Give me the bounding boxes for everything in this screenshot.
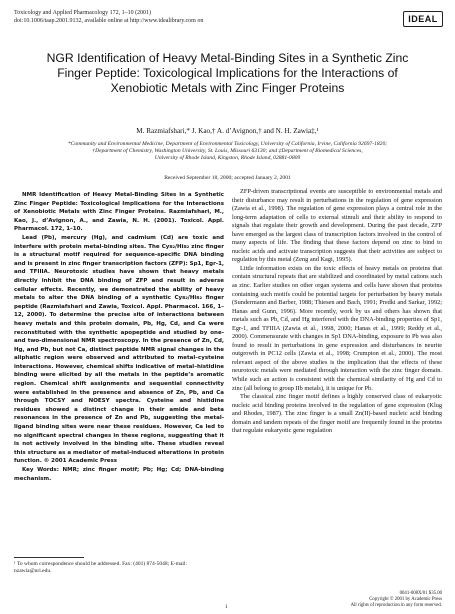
journal-line: Toxicology and Applied Pharmacology 172, 1–10 (2001): [14, 10, 152, 16]
abstract-body-text: Lead (Pb), mercury (Hg), and cadmium (Cd) are toxic and interfere with protein metal-binding sites. The Cys₂/His₂ zinc finger is a structural motif required for sequence-specific DNA binding and is present in zinc finger transcription factors (ZFP): Sp1, Egr-1, and TFIIIA. Neurotoxic studies have shown that heavy metals directly inhibit the DNA binding of ZFP and result in adverse cellular effects. Recently, we demonstrated the ability of heavy metals to alter the DNA binding of a synthetic Cys₂/His₂ finger peptide (Razmiafshari and Zawia, Toxicol. Appl. Pharmacol. 166, 1–12, 2000). To determine the precise site of interactions between heavy metals and this protein domain, Pb, Hg, Cd, and Ca were reconstituted with the synthetic apopeptide and studied by one- and two-dimensional NMR spectroscopy. In the presence of Zn, Cd, Hg, and Pb, but not Ca, distinct peptide NMR signal changes in the aliphatic region were observed and attributed to metal–cysteine interactions. However, chemical shifts indicative of metal–histidine binding were elicited by all the metals in the peptide’s aromatic region. Chemical shift assignments and sequential connectivity were established in the presence and absence of Zn, Pb, and Ca through TOCSY and NOESY spectra. Cysteine and histidine residues showed a distinct change in their amide and beta resonances in the presence of Zn and Pb, suggesting the metal-ligand binding sites were near these residues. However, Ca led to no significant spectral changes in these regions, suggesting that it is not actively involved in the binding site. These studies reveal this structure as a mediator of metal-induced alterations in protein function.: [14, 234, 224, 465]
page-number: 1: [225, 604, 228, 610]
body-right-column: [232, 188, 442, 593]
body-paragraph: Little information exists on the toxic effects of heavy metals on proteins that contain structural repeats that are stabilized and coordinated by metal cations such as zinc. Earlier studies on other organ systems and cells have shown that proteins containing such motifs could be potential targets for perturbation by heavy metals (Sundermann and Barber, 1988; Thiesen and Bach, 1991; Predki and Sarkar, 1992; Hanas and Gunn, 1996). More recently, work by us and others has shown that metals such as Pb, Cd, and Hg interfered with the DNA-binding properties of Sp1, Egr-1, and TFIIIA (Zawia et al., 1998, 2000; Hanas et al., 1999; Reddy et al., 2000). Commensurate with changes in Sp1 DNA-binding, exposure to Pb was also found to result in perturbations in gene expression and disturbances in neurite outgrowth in PC12 cells (Zawia et al., 1998; Crumpton et al., 2000). The most relevant aspect of the above studies is the implication that the effects of these neurotoxic metals were mediated through interaction with the zinc finger domain. While such an action is consistent with the chemical similarity of Hg and Cd to zinc (all belong to group IIb metals), it is unique for Pb.: [232, 264, 442, 392]
affiliation-line: †Department of Chemistry, Washington University, St. Louis, Missouri 63130; and ‡Department of Biomedical Sciences,: [92, 148, 363, 155]
affiliation-line: *Community and Environmental Medicine, Department of Environmental Toxicology, University of California, Irvine, California 92697-1820;: [67, 141, 388, 147]
ideal-logo[interactable]: [403, 11, 443, 27]
author-list: M. Razmiafshari,* J. Kao,† A. d’Avignon,† and N. H. Zawia‡,¹: [136, 127, 319, 135]
abstract: [14, 191, 224, 541]
publisher-footer: [300, 591, 442, 609]
doi-line: doi:10.1006/taap.2001.9132, available online at http://www.idealibrary.com on: [14, 18, 204, 24]
affiliations: [20, 141, 435, 163]
body-paragraph: ZFP-driven transcriptional events are susceptible to environmental metals and their disturbance may result in perturbations in the regulation of gene expression (Zawia et al., 1998). The regulation of gene expression plays a central role in the long-term adaptation of cells to external stimuli and their ability to respond to signals that regulate their growth and development. During the past decade, ZFP have emerged as the largest class of transcription factors involved in the control of many aspects of life. The finding that these factors depend on zinc to bind to nucleic acids and activate transcription suggests that their activities are subject to regulation by this metal (Zeng and Kagi, 1995).: [232, 188, 442, 264]
body-paragraph: The classical zinc finger motif defines a highly conserved class of eukaryotic nucleic acid binding proteins involved in the regulation of gene expression (Klug and Rhodes, 1987). The zinc finger is a small Zn(II)-based nucleic acid binding domain and tandem repeats of the finger motif are frequently found in the proteins that regulate eukaryotic gene regulation: [232, 393, 442, 435]
issn-price: 0041-008X/01 $35.00: [399, 591, 442, 596]
received-date: Received September 18, 2000; accepted January 2, 2001: [164, 175, 291, 181]
footnote-rule: [14, 557, 84, 558]
paper-title: NGR Identification of Heavy Metal-Binding Sites in a Synthetic Zinc Finger Peptide: Toxicological Implications for the Interactions of Xenobiotic Metals with Zinc Finger Proteins: [46, 51, 409, 95]
keywords: Key Words: NMR; zinc finger motif; Pb; Hg; Cd; DNA-binding mechanism.: [14, 467, 224, 482]
affiliation-line: University of Rhode Island, Kingston, Rhode Island, 02881-0809: [154, 155, 301, 162]
footnote: ¹ To whom correspondence should be addressed. Fax: (401) 874-5048; E-mail: nzawia@uri.edu.: [14, 561, 188, 574]
rights-line: All rights of reproduction in any form reserved.: [350, 603, 442, 608]
abstract-body: [14, 234, 224, 466]
abstract-citation: NMR Identification of Heavy Metal-Binding Sites in a Synthetic Zinc Finger Peptide: Toxicological Implications for the Interactions of Xenobiotic Metals with Zinc Finger Proteins. Razmiafshari, M., Kao, J., d’Avignon, A., and Zawia, N. H. (2001). Toxicol. Appl. Pharmacol. 172, 1–10.: [14, 192, 224, 233]
copyright-line: Copyright © 2001 by Academic Press: [369, 597, 442, 602]
copyright-notice: © 2001 Academic Press: [43, 458, 118, 465]
ideal-logo-text: IDEAL: [408, 14, 438, 24]
